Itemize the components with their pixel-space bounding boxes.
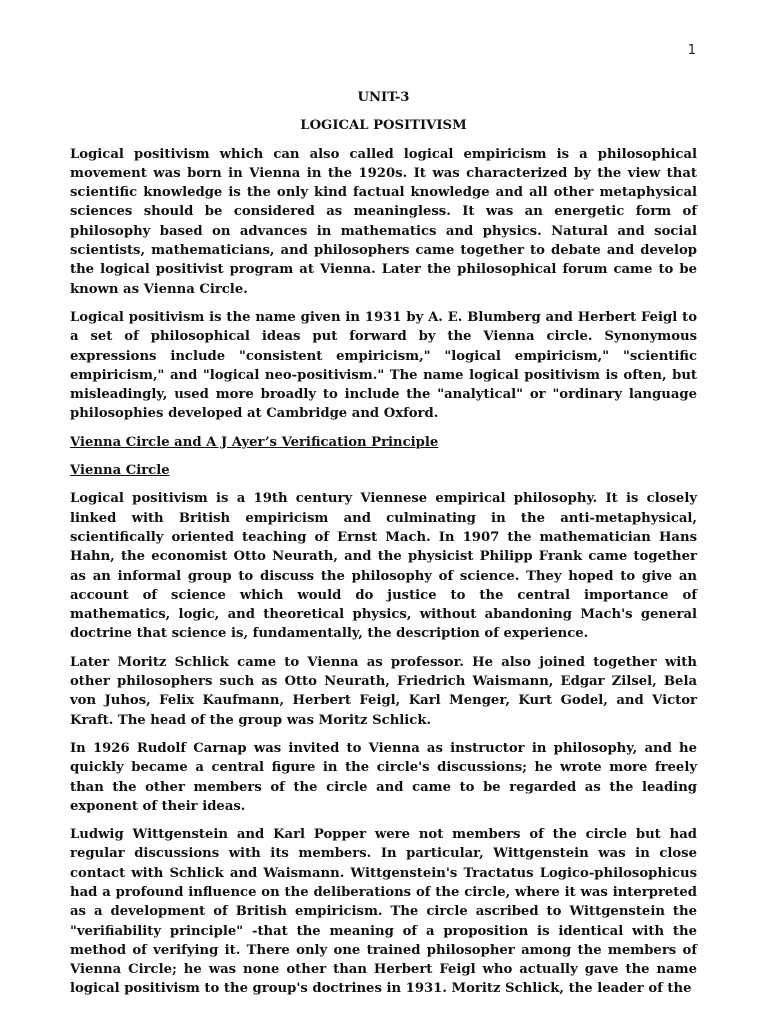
unit-heading: UNIT-3 (357, 90, 410, 105)
body-paragraph-2: Later Moritz Schlick came to Vienna as professor. He also joined together with other philosophers such as Otto Neurath, Friedrich Waismann, Edgar Zilsel, Bela von Juhos, Felix Kaufmann, Herbert Feigl, Karl Menger, Kurt Godel, and Victor Kraft. The head of the group was Moritz Schlick. (70, 654, 697, 728)
section-heading: Vienna Circle and A J Ayer’s Verification Principle (70, 434, 439, 450)
page-number: 1 (687, 43, 696, 58)
intro-paragraph-2: Logical positivism is the name given in 1931 by A. E. Blumberg and Herbert Feigl to a set of philosophical ideas put forward by the Vienna circle. Synonymous expressions include "consistent empiricism," "logical empiricism," "scientific empiricism," and "logical neo-positivism." The name logical positivism is often, but misleadingly, used more broadly to include the "analytical" or "ordinary language philosophies developed at Cambridge and Oxford. (70, 309, 697, 422)
body-paragraph-3: In 1926 Rudolf Carnap was invited to Vienna as instructor in philosophy, and he quickly became a central figure in the circle's discussions; he wrote more freely than the other members of the circle and came to be regarded as the leading exponent of their ideas. (70, 740, 697, 814)
body-paragraph-1: Logical positivism is a 19th century Viennese empirical philosophy. It is closely linked with British empiricism and culminating in the anti-metaphysical, scientifically oriented teaching of Ernst Mach. In 1907 the mathematician Hans Hahn, the economist Otto Neurath, and the physicist Philipp Frank came together as an informal group to discuss the philosophy of science. They hoped to give an account of science which would do justice to the central importance of mathematics, logic, and theoretical physics, without abandoning Mach's general doctrine that science is, fundamentally, the description of experience. (70, 491, 697, 642)
document-body (70, 88, 697, 1008)
body-paragraph-4: Ludwig Wittgenstein and Karl Popper were not members of the circle but had regular discussions with its members. In particular, Wittgenstein was in close contact with Schlick and Waismann. Wittgenstein's Tractatus Logico-philosophicus had a profound influence on the deliberations of the circle, where it was interpreted as a development of British empiricism. The circle ascribed to Wittgenstein the "verifiability principle" -that the meaning of a proposition is identical with the method of verifying it. There only one trained philosopher among the members of Vienna Circle; he was none other than Herbert Feigl who actually gave the name logical positivism to the group's doctrines in 1931. Moritz Schlick, the leader of the (70, 827, 697, 997)
subsection-heading: Vienna Circle (70, 463, 170, 479)
page-title: LOGICAL POSITIVISM (300, 118, 467, 134)
intro-paragraph-1: Logical positivism which can also called logical empiricism is a philosophical movement was born in Vienna in the 1920s. It was characterized by the view that scientific knowledge is the only kind factual knowledge and all other metaphysical sciences should be considered as meaningless. It was an energetic form of philosophy based on advances in mathematics and physics. Natural and social scientists, mathematicians, and philosophers came together to debate and develop the logical positivist program at Vienna. Later the philosophical forum came to be known as Vienna Circle. (70, 146, 697, 297)
